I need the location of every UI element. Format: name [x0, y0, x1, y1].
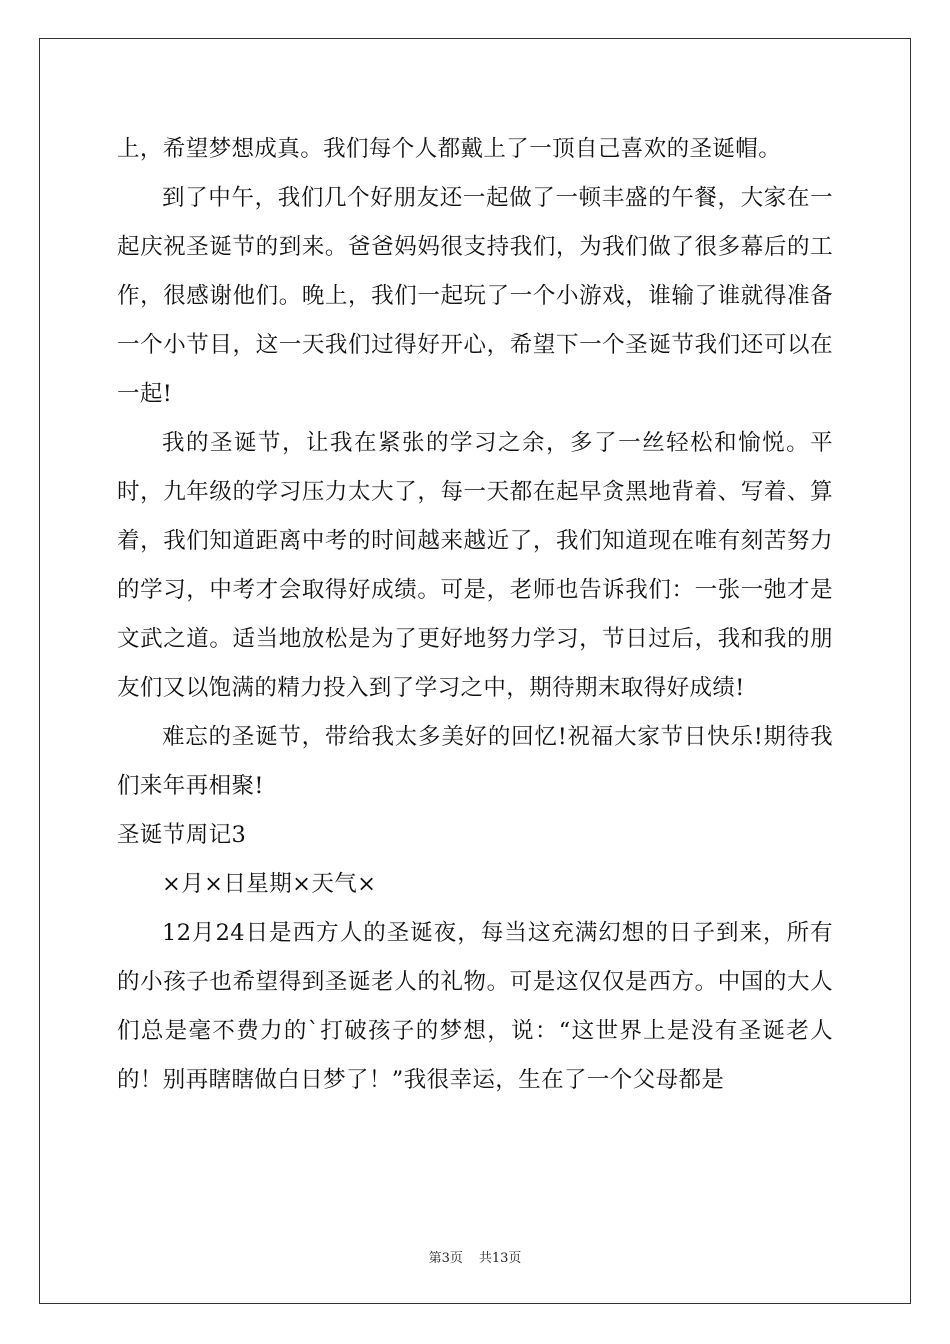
- paragraph-2: 到了中午，我们几个好朋友还一起做了一顿丰盛的午餐，大家在一起庆祝圣诞节的到来。爸爸妈妈很支持我们，为我们做了很多幕后的工作，很感谢他们。晚上，我们一起玩了一个小游戏，谁输了谁就得准备一个小节目，这一天我们过得好开心，希望下一个圣诞节我们还可以在一起!: [117, 185, 833, 407]
- date-line: ×月×日星期×天气×: [162, 871, 377, 897]
- page-number: 第3页: [428, 1251, 463, 1266]
- paragraph-3: 我的圣诞节，让我在紧张的学习之余，多了一丝轻松和愉悦。平时，九年级的学习压力太大了，每一天都在起早贪黑地背着、写着、算着，我们知道距离中考的时间越来越近了，我们知道现在唯有刻苦努力的学习，中考才会取得好成绩。可是，老师也告诉我们：一张一弛才是文武之道。适当地放松是为了更好地努力学习，节日过后，我和我的朋友们又以饱满的精力投入到了学习之中，期待期末取得好成绩!: [117, 430, 833, 701]
- paragraph-4: 难忘的圣诞节，带给我太多美好的回忆!祝福大家节日快乐!期待我们来年再相聚!: [117, 724, 833, 799]
- page-total: 共13页: [478, 1251, 522, 1266]
- document-body: [117, 125, 833, 1105]
- page-footer: [0, 1247, 950, 1266]
- paragraph-1: 上，希望梦想成真。我们每个人都戴上了一顶自己喜欢的圣诞帽。: [117, 136, 782, 162]
- paragraph-5: 12月24日是西方人的圣诞夜，每当这充满幻想的日子到来，所有的小孩子也希望得到圣诞老人的礼物。可是这仅仅是西方。中国的大人们总是毫不费力的`打破孩子的梦想，说：“这世界上是没有圣诞老人的！别再瞎瞎做白日梦了！”我很幸运，生在了一个父母都是: [117, 920, 833, 1093]
- section-heading: 圣诞节周记3: [117, 822, 247, 848]
